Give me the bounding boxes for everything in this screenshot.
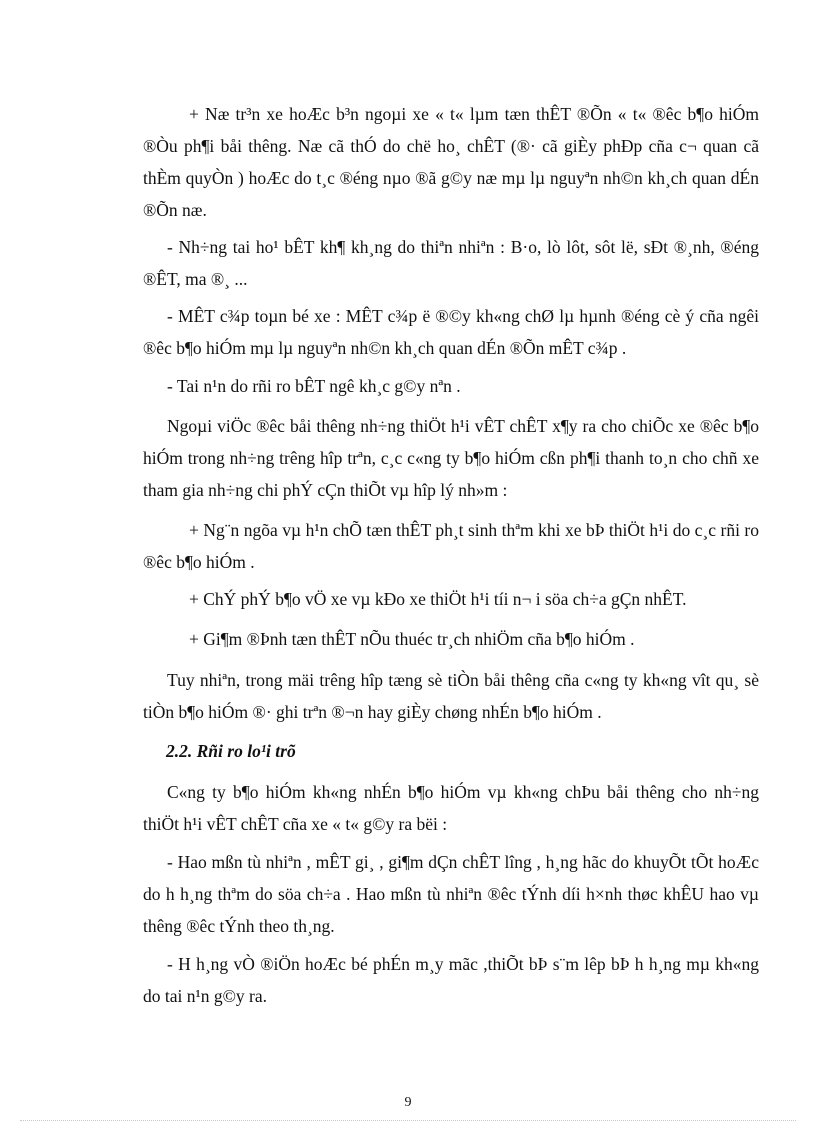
paragraph-towing: + ChÝ phÝ b¶o vÖ xe vµ kÐo xe thiÖt h¹i tíi n¬ i söa ch÷a gÇn nhÊT. bbox=[189, 589, 687, 609]
paragraph-limit: Tuy nhiªn, trong mäi trêng hîp tæng sè tiÒn båi thêng cña c«ng ty kh«ng vît qu¸ sè tiÒn b¶o hiÓm ®· ghi trªn ®¬n hay giÈy chøng nhÉn b¶o hiÓm . bbox=[143, 670, 759, 722]
page-number: 9 bbox=[404, 1095, 412, 1110]
paragraph-natural-disasters: - Nh÷ng tai ho¹ bÊT kh¶ kh¸ng do thiªn nhiªn : B·o, lò lôt, sôt lë, sÐt ®¸nh, ®éng ®ÊT, ma ®¸ ... bbox=[143, 237, 759, 289]
paragraph-exclusions-intro: C«ng ty b¶o hiÓm kh«ng nhÉn b¶o hiÓm vµ kh«ng chÞu båi thêng cho nh÷ng thiÖt h¹i vÊT chÊT cña xe « t« g©y ra bëi : bbox=[143, 782, 759, 834]
section-heading: 2.2. Rñi ro lo¹i trõ bbox=[166, 741, 296, 761]
paragraph-theft: - MÊT c¾p toµn bé xe : MÊT c¾p ë ®©y kh«ng chØ lµ hµnh ®éng cè ý cña ngêi ®êc b¶o hiÓm mµ lµ nguyªn nh©n kh¸ch quan dÉn ®Õn mÊT c¾p . bbox=[143, 306, 759, 358]
paragraph-wear: - Hao mßn tù nhiªn , mÊT gi¸ , gi¶m dÇn chÊT lîng , h¸ng hãc do khuyÕt tÕt hoÆc do h h¸ng thªm do söa ch÷a . Hao mßn tù nhiªn ®êc tÝnh díi h×nh thøc khÊU hao vµ thêng ®êc tÝnh theo th¸ng. bbox=[143, 852, 759, 936]
paragraph-explosion: + Næ tr³n xe hoÆc b³n ngoµi xe « t« lµm tæn thÊT ®Õn « t« ®êc b¶o hiÓm ®Òu ph¶i båi thêng. Næ cã thÓ do chë ho¸ chÊT (®· cã giÈy phÐp cña c¬ quan cã thÈm quyÒn ) hoÆc do t¸c ®éng nµo ®ã g©y næ mµ lµ nguyªn nh©n kh¸ch quan dÉn ®Õn næ. bbox=[143, 104, 759, 220]
paragraph-electrical: - H h¸ng vÒ ®iÖn hoÆc bé phÉn m¸y mãc ,thiÕt bÞ s¨m lêp bÞ h h¸ng mµ kh«ng do tai n¹n g©y ra. bbox=[143, 954, 759, 1006]
paragraph-assessment: + Gi¶m ®Þnh tæn thÊT nÕu thuéc tr¸ch nhiÖm cña b¶o hiÓm . bbox=[189, 629, 635, 649]
footer-divider bbox=[20, 1120, 796, 1121]
paragraph-prevention: + Ng¨n ngõa vµ h¹n chÕ tæn thÊT ph¸t sinh thªm khi xe bÞ thiÖt h¹i do c¸c rñi ro ®êc b¶o hiÓm . bbox=[143, 520, 759, 572]
paragraph-additional-costs: Ngoµi viÖc ®êc båi thêng nh÷ng thiÖt h¹i vÊT chÊT x¶y ra cho chiÕc xe ®êc b¶o hiÓm trong nh÷ng trêng hîp trªn, c¸c c«ng ty b¶o hiÓm cßn ph¶i thanh to¸n cho chñ xe tham gia nh÷ng chi phÝ cÇn thiÕt vµ hîp lý nh»m : bbox=[143, 416, 759, 500]
paragraph-other-risks: - Tai n¹n do rñi ro bÊT ngê kh¸c g©y nªn . bbox=[167, 376, 461, 396]
